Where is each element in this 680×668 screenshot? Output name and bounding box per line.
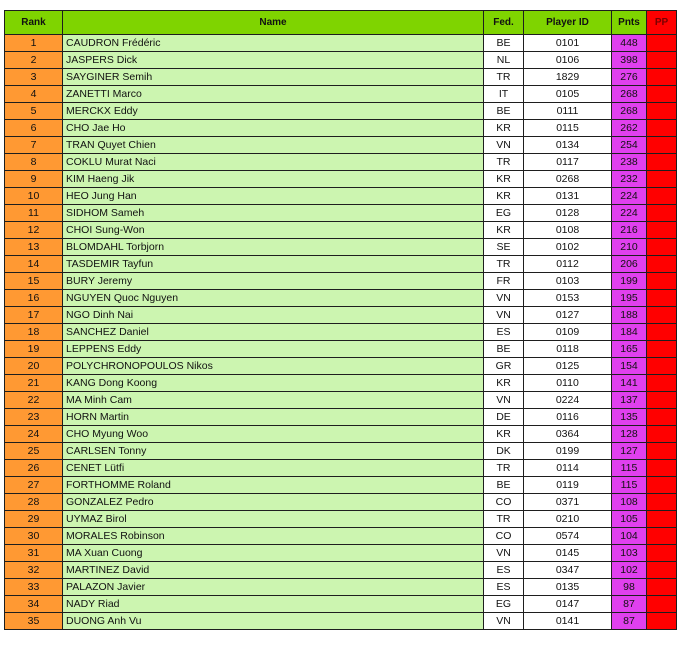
rank-cell: 4: [5, 86, 63, 103]
fed-cell: ES: [484, 324, 524, 341]
rank-cell: 26: [5, 460, 63, 477]
pp-cell: [647, 409, 677, 426]
table-row: [5, 562, 677, 579]
table-row: [5, 613, 677, 630]
pnts-cell: 165: [612, 341, 647, 358]
player-id-cell: 0125: [524, 358, 612, 375]
fed-cell: EG: [484, 205, 524, 222]
rank-cell: 17: [5, 307, 63, 324]
table-row: [5, 154, 677, 171]
name-cell: NADY Riad: [63, 596, 484, 613]
pp-cell: [647, 86, 677, 103]
name-cell: CENET Lütfi: [63, 460, 484, 477]
name-cell: SAYGINER Semih: [63, 69, 484, 86]
fed-cell: BE: [484, 341, 524, 358]
player-id-cell: 0105: [524, 86, 612, 103]
rank-cell: 2: [5, 52, 63, 69]
player-id-cell: 0224: [524, 392, 612, 409]
player-id-cell: 0117: [524, 154, 612, 171]
pp-cell: [647, 188, 677, 205]
rank-cell: 31: [5, 545, 63, 562]
pnts-cell: 224: [612, 188, 647, 205]
fed-cell: KR: [484, 120, 524, 137]
player-id-cell: 0106: [524, 52, 612, 69]
name-cell: PALAZON Javier: [63, 579, 484, 596]
pp-cell: [647, 375, 677, 392]
name-cell: JASPERS Dick: [63, 52, 484, 69]
player-id-cell: 0112: [524, 256, 612, 273]
rank-cell: 24: [5, 426, 63, 443]
rank-cell: 29: [5, 511, 63, 528]
rank-cell: 15: [5, 273, 63, 290]
pp-cell: [647, 290, 677, 307]
name-cell: DUONG Anh Vu: [63, 613, 484, 630]
pnts-cell: 206: [612, 256, 647, 273]
table-row: [5, 137, 677, 154]
fed-cell: NL: [484, 52, 524, 69]
ranking-table: [4, 10, 677, 630]
pp-cell: [647, 171, 677, 188]
player-id-cell: 0147: [524, 596, 612, 613]
player-id-cell: 0118: [524, 341, 612, 358]
pp-cell: [647, 307, 677, 324]
pp-cell: [647, 35, 677, 52]
name-header: Name: [63, 11, 484, 35]
name-cell: MA Xuan Cuong: [63, 545, 484, 562]
pnts-cell: 141: [612, 375, 647, 392]
pnts-cell: 268: [612, 103, 647, 120]
pnts-cell: 105: [612, 511, 647, 528]
table-row: [5, 596, 677, 613]
name-cell: GONZALEZ Pedro: [63, 494, 484, 511]
player-id-header: Player ID: [524, 11, 612, 35]
table-row: [5, 307, 677, 324]
pnts-cell: 448: [612, 35, 647, 52]
fed-cell: KR: [484, 222, 524, 239]
pp-cell: [647, 239, 677, 256]
fed-cell: VN: [484, 392, 524, 409]
table-row: [5, 375, 677, 392]
player-id-cell: 0110: [524, 375, 612, 392]
player-id-cell: 0109: [524, 324, 612, 341]
player-id-cell: 0134: [524, 137, 612, 154]
pnts-cell: 254: [612, 137, 647, 154]
pnts-cell: 268: [612, 86, 647, 103]
rank-cell: 30: [5, 528, 63, 545]
pp-cell: [647, 596, 677, 613]
table-row: [5, 511, 677, 528]
pp-cell: [647, 579, 677, 596]
fed-cell: FR: [484, 273, 524, 290]
name-cell: NGO Dinh Nai: [63, 307, 484, 324]
table-row: [5, 426, 677, 443]
rank-cell: 14: [5, 256, 63, 273]
name-cell: FORTHOMME Roland: [63, 477, 484, 494]
rank-cell: 12: [5, 222, 63, 239]
pp-header: PP: [647, 11, 677, 35]
table-row: [5, 460, 677, 477]
player-id-cell: 0131: [524, 188, 612, 205]
fed-cell: TR: [484, 154, 524, 171]
fed-cell: EG: [484, 596, 524, 613]
rank-cell: 3: [5, 69, 63, 86]
pp-cell: [647, 477, 677, 494]
pnts-cell: 398: [612, 52, 647, 69]
fed-cell: VN: [484, 613, 524, 630]
name-cell: BLOMDAHL Torbjorn: [63, 239, 484, 256]
name-cell: MORALES Robinson: [63, 528, 484, 545]
player-id-cell: 0101: [524, 35, 612, 52]
fed-cell: KR: [484, 426, 524, 443]
pp-cell: [647, 341, 677, 358]
name-cell: BURY Jeremy: [63, 273, 484, 290]
rank-cell: 35: [5, 613, 63, 630]
pnts-cell: 184: [612, 324, 647, 341]
rank-cell: 20: [5, 358, 63, 375]
fed-cell: VN: [484, 137, 524, 154]
table-row: [5, 69, 677, 86]
table-row: [5, 324, 677, 341]
rank-cell: 9: [5, 171, 63, 188]
table-row: [5, 120, 677, 137]
pp-cell: [647, 52, 677, 69]
rank-cell: 6: [5, 120, 63, 137]
name-cell: CHO Myung Woo: [63, 426, 484, 443]
fed-cell: CO: [484, 494, 524, 511]
pp-cell: [647, 494, 677, 511]
player-id-cell: 0364: [524, 426, 612, 443]
rank-cell: 11: [5, 205, 63, 222]
player-id-cell: 0116: [524, 409, 612, 426]
fed-cell: BE: [484, 35, 524, 52]
rank-cell: 27: [5, 477, 63, 494]
table-row: [5, 358, 677, 375]
rank-cell: 25: [5, 443, 63, 460]
pnts-cell: 262: [612, 120, 647, 137]
table-row: [5, 103, 677, 120]
table-row: [5, 273, 677, 290]
pnts-cell: 224: [612, 205, 647, 222]
table-row: [5, 443, 677, 460]
fed-cell: KR: [484, 188, 524, 205]
pp-cell: [647, 511, 677, 528]
table-row: [5, 171, 677, 188]
rank-cell: 21: [5, 375, 63, 392]
pnts-header: Pnts: [612, 11, 647, 35]
table-row: [5, 86, 677, 103]
pnts-cell: 135: [612, 409, 647, 426]
name-cell: LEPPENS Eddy: [63, 341, 484, 358]
pp-cell: [647, 443, 677, 460]
name-cell: KIM Haeng Jik: [63, 171, 484, 188]
fed-cell: DE: [484, 409, 524, 426]
table-row: [5, 52, 677, 69]
rank-cell: 10: [5, 188, 63, 205]
fed-cell: ES: [484, 579, 524, 596]
name-cell: MARTINEZ David: [63, 562, 484, 579]
pnts-cell: 108: [612, 494, 647, 511]
fed-cell: VN: [484, 545, 524, 562]
table-row: [5, 341, 677, 358]
rank-cell: 8: [5, 154, 63, 171]
table-row: [5, 239, 677, 256]
pnts-cell: 115: [612, 477, 647, 494]
player-id-cell: 0111: [524, 103, 612, 120]
pp-cell: [647, 460, 677, 477]
name-cell: HORN Martin: [63, 409, 484, 426]
player-id-cell: 0199: [524, 443, 612, 460]
player-id-cell: 0210: [524, 511, 612, 528]
name-cell: CAUDRON Frédéric: [63, 35, 484, 52]
table-body: [5, 35, 677, 630]
player-id-cell: 0141: [524, 613, 612, 630]
pp-cell: [647, 222, 677, 239]
table-row: [5, 409, 677, 426]
player-id-cell: 0119: [524, 477, 612, 494]
header-row: [5, 11, 677, 35]
name-cell: KANG Dong Koong: [63, 375, 484, 392]
rank-cell: 34: [5, 596, 63, 613]
fed-cell: VN: [484, 307, 524, 324]
fed-cell: TR: [484, 256, 524, 273]
fed-cell: GR: [484, 358, 524, 375]
pnts-cell: 128: [612, 426, 647, 443]
table-row: [5, 477, 677, 494]
table-row: [5, 494, 677, 511]
table-row: [5, 205, 677, 222]
pp-cell: [647, 358, 677, 375]
pp-cell: [647, 273, 677, 290]
table-row: [5, 528, 677, 545]
name-cell: CARLSEN Tonny: [63, 443, 484, 460]
player-id-cell: 0371: [524, 494, 612, 511]
fed-cell: CO: [484, 528, 524, 545]
player-id-cell: 0114: [524, 460, 612, 477]
name-cell: CHOI Sung-Won: [63, 222, 484, 239]
name-cell: SIDHOM Sameh: [63, 205, 484, 222]
rank-cell: 33: [5, 579, 63, 596]
pp-cell: [647, 324, 677, 341]
rank-cell: 22: [5, 392, 63, 409]
pp-cell: [647, 613, 677, 630]
fed-cell: TR: [484, 511, 524, 528]
pp-cell: [647, 426, 677, 443]
pp-cell: [647, 69, 677, 86]
pnts-cell: 104: [612, 528, 647, 545]
table-row: [5, 222, 677, 239]
name-cell: TASDEMIR Tayfun: [63, 256, 484, 273]
pp-cell: [647, 120, 677, 137]
fed-header: Fed.: [484, 11, 524, 35]
name-cell: COKLU Murat Naci: [63, 154, 484, 171]
pp-cell: [647, 562, 677, 579]
name-cell: ZANETTI Marco: [63, 86, 484, 103]
fed-cell: KR: [484, 375, 524, 392]
name-cell: MA Minh Cam: [63, 392, 484, 409]
rank-cell: 23: [5, 409, 63, 426]
name-cell: HEO Jung Han: [63, 188, 484, 205]
pnts-cell: 87: [612, 613, 647, 630]
pnts-cell: 232: [612, 171, 647, 188]
player-id-cell: 0153: [524, 290, 612, 307]
rank-cell: 1: [5, 35, 63, 52]
player-id-cell: 0102: [524, 239, 612, 256]
pnts-cell: 216: [612, 222, 647, 239]
player-id-cell: 0115: [524, 120, 612, 137]
pnts-cell: 137: [612, 392, 647, 409]
player-id-cell: 0268: [524, 171, 612, 188]
pp-cell: [647, 205, 677, 222]
rank-cell: 7: [5, 137, 63, 154]
fed-cell: BE: [484, 103, 524, 120]
name-cell: CHO Jae Ho: [63, 120, 484, 137]
rank-cell: 5: [5, 103, 63, 120]
pnts-cell: 127: [612, 443, 647, 460]
pp-cell: [647, 528, 677, 545]
player-id-cell: 0127: [524, 307, 612, 324]
pp-cell: [647, 154, 677, 171]
pnts-cell: 115: [612, 460, 647, 477]
pp-cell: [647, 392, 677, 409]
player-id-cell: 0347: [524, 562, 612, 579]
pp-cell: [647, 256, 677, 273]
rank-header: Rank: [5, 11, 63, 35]
name-cell: TRAN Quyet Chien: [63, 137, 484, 154]
fed-cell: IT: [484, 86, 524, 103]
pnts-cell: 87: [612, 596, 647, 613]
fed-cell: TR: [484, 69, 524, 86]
pnts-cell: 103: [612, 545, 647, 562]
player-id-cell: 0103: [524, 273, 612, 290]
table-row: [5, 579, 677, 596]
rank-cell: 18: [5, 324, 63, 341]
table-row: [5, 35, 677, 52]
fed-cell: KR: [484, 171, 524, 188]
pnts-cell: 195: [612, 290, 647, 307]
player-id-cell: 0128: [524, 205, 612, 222]
fed-cell: DK: [484, 443, 524, 460]
pnts-cell: 276: [612, 69, 647, 86]
pp-cell: [647, 545, 677, 562]
player-id-cell: 1829: [524, 69, 612, 86]
pnts-cell: 98: [612, 579, 647, 596]
name-cell: POLYCHRONOPOULOS Nikos: [63, 358, 484, 375]
fed-cell: VN: [484, 290, 524, 307]
pnts-cell: 210: [612, 239, 647, 256]
pnts-cell: 154: [612, 358, 647, 375]
table-row: [5, 545, 677, 562]
player-id-cell: 0574: [524, 528, 612, 545]
fed-cell: BE: [484, 477, 524, 494]
rank-cell: 19: [5, 341, 63, 358]
player-id-cell: 0135: [524, 579, 612, 596]
name-cell: SANCHEZ Daniel: [63, 324, 484, 341]
pnts-cell: 199: [612, 273, 647, 290]
rank-cell: 32: [5, 562, 63, 579]
rank-cell: 13: [5, 239, 63, 256]
rank-cell: 16: [5, 290, 63, 307]
player-id-cell: 0108: [524, 222, 612, 239]
pnts-cell: 188: [612, 307, 647, 324]
pnts-cell: 238: [612, 154, 647, 171]
pp-cell: [647, 137, 677, 154]
name-cell: MERCKX Eddy: [63, 103, 484, 120]
pp-cell: [647, 103, 677, 120]
fed-cell: ES: [484, 562, 524, 579]
table-row: [5, 392, 677, 409]
player-id-cell: 0145: [524, 545, 612, 562]
fed-cell: SE: [484, 239, 524, 256]
table-row: [5, 290, 677, 307]
fed-cell: TR: [484, 460, 524, 477]
table-row: [5, 256, 677, 273]
table-row: [5, 188, 677, 205]
rank-cell: 28: [5, 494, 63, 511]
name-cell: NGUYEN Quoc Nguyen: [63, 290, 484, 307]
pnts-cell: 102: [612, 562, 647, 579]
name-cell: UYMAZ Birol: [63, 511, 484, 528]
